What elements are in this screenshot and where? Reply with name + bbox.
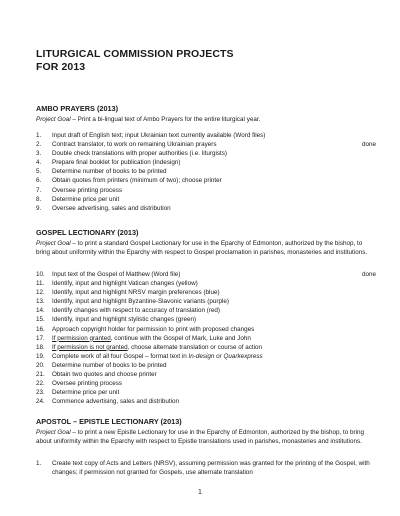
section-heading-ambo-prayers: AMBO PRAYERS (2013) <box>36 104 119 113</box>
list-item: 24. Commence advertising, sales and distribution <box>36 398 180 406</box>
list-item: 9. Oversee advertising, sales and distribution <box>36 204 171 212</box>
list-item: 5. Determine number of books to be printed <box>36 168 167 176</box>
section-goal-gospel-lectionary <box>36 239 376 257</box>
goal-text: – Print a bi-lingual text of Ambo Prayers for the entire liturgical year. <box>70 116 261 123</box>
list-item: 3. Double check translations with proper authorities (i.e. liturgists) <box>36 150 227 158</box>
list-item: 21. Obtain two quotes and choose printer <box>36 371 157 379</box>
list-item: 20. Determine number of books to be printed <box>36 361 167 369</box>
goal-label: Project Goal <box>36 429 71 436</box>
list-item: 2. Contract translator, to work on remaining Ukrainian prayers done <box>36 141 376 149</box>
list-item: 14. Identify changes with respect to accuracy of translation (red) <box>36 307 220 315</box>
list-item: 12. Identify, input and highlight NRSV margin preferences (blue) <box>36 289 220 297</box>
goal-text: – to print a standard Gospel Lectionary for use in the Eparchy of Edmonton, authorized by the bishop, to bring about uniformity within the Eparchy with respect to Gospel proclamation in parishes, monasteries and institutions. <box>36 240 368 256</box>
section-goal-ambo-prayers <box>36 115 376 124</box>
task-list-apostol-epistle <box>36 459 376 477</box>
list-item: 8. Determine price per unit <box>36 195 120 203</box>
title-line-1: LITURGICAL COMMISSION PROJECTS <box>36 48 234 60</box>
list-item: 15. Identify, input and highlight stylistic changes (green) <box>36 316 197 324</box>
list-item: 7. Oversee printing process <box>36 186 122 194</box>
list-item: 18. If permission is not granted, choose alternate translation or course of action <box>36 343 263 351</box>
list-item: 22. Oversee printing process <box>36 380 122 388</box>
list-item: 10. Input text of the Gospel of Matthew (Word file) done <box>36 271 376 278</box>
page-number: 1 <box>198 489 202 496</box>
list-item: 6. Obtain quotes from printers (minimum of two); choose printer <box>36 177 222 185</box>
section-heading-gospel-lectionary: GOSPEL LECTIONARY (2013) <box>36 228 139 237</box>
list-item: 23. Determine price per unit <box>36 389 120 397</box>
list-item: 1. Create text copy of Acts and Letters (NRSV), assuming permission was granted for the printing of the Gospel, with changes; if permission not granted for Gospels, use alternate translation <box>36 460 370 477</box>
task-list-ambo-prayers <box>36 131 376 213</box>
status-done: done <box>361 271 376 278</box>
list-item: 17. If permission granted, continue with the Gospel of Mark, Luke and John <box>36 334 251 342</box>
task-list-gospel-lectionary <box>36 270 376 406</box>
list-item: 1. Input draft of English text; input Ukrainian text currently available (Word files) <box>36 132 266 139</box>
title-line-2: FOR 2013 <box>36 61 86 73</box>
goal-text: – to print a new Epistle Lectionary for use in the Eparchy of Edmonton, authorized by the bishop, to bring about uniformity within the Eparchy with respect to Epistle translations used in parishes, monasteries and institutions. <box>36 429 364 445</box>
list-item: 16. Approach copyright holder for permission to print with proposed changes <box>36 325 255 333</box>
goal-label: Project Goal <box>36 116 71 123</box>
list-item: 11. Identify, input and highlight Vatican changes (yellow) <box>36 280 198 288</box>
goal-label: Project Goal <box>36 240 71 247</box>
section-goal-apostol-epistle <box>36 428 376 446</box>
status-done: done <box>361 141 376 149</box>
list-item: 19. Complete work of all four Gospel – format text in In-design or Quarkexpress <box>36 352 263 360</box>
section-heading-apostol-epistle: APOSTOL – EPISTLE LECTIONARY (2013) <box>36 417 182 426</box>
list-item: 4. Prepare final booklet for publication (Indesign) <box>36 159 181 167</box>
document-title <box>36 48 234 74</box>
list-item: 13. Identify, input and highlight Byzantine-Slavonic variants (purple) <box>36 298 229 306</box>
